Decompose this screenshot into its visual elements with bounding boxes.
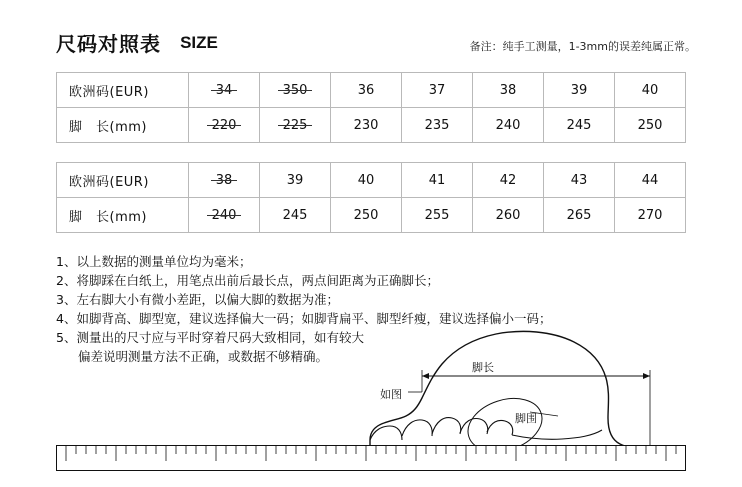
cell-value: 230 bbox=[353, 117, 379, 133]
cell-value: 42 bbox=[499, 172, 517, 188]
table-cell bbox=[189, 73, 260, 108]
table-cell bbox=[331, 73, 402, 108]
table-cell bbox=[260, 163, 331, 198]
table-cell bbox=[189, 163, 260, 198]
cell-value: 220 bbox=[211, 117, 237, 133]
row-label-text: 脚 长(mm) bbox=[69, 209, 147, 225]
table-row bbox=[57, 73, 686, 108]
table-cell bbox=[473, 163, 544, 198]
table-cell bbox=[615, 108, 686, 143]
cell-value: 39 bbox=[570, 82, 588, 98]
table-cell bbox=[260, 198, 331, 233]
table-row bbox=[57, 198, 686, 233]
size-table-body bbox=[57, 163, 686, 233]
cell-value: 245 bbox=[566, 117, 592, 133]
table-cell bbox=[402, 163, 473, 198]
cell-value: 41 bbox=[428, 172, 446, 188]
page-header bbox=[56, 28, 696, 62]
cell-value: 44 bbox=[641, 172, 659, 188]
table-cell bbox=[544, 73, 615, 108]
cell-value: 250 bbox=[637, 117, 663, 133]
cell-value: 240 bbox=[495, 117, 521, 133]
table-cell bbox=[260, 108, 331, 143]
instruction-item: 1、以上数据的测量单位均为毫米； bbox=[56, 254, 252, 269]
ruler-icon bbox=[56, 445, 686, 471]
table-cell bbox=[473, 198, 544, 233]
table-cell bbox=[189, 108, 260, 143]
row-label-text: 欧洲码(EUR) bbox=[69, 174, 149, 190]
cell-value: 350 bbox=[282, 82, 308, 98]
cell-value: 235 bbox=[424, 117, 450, 133]
cell-value: 270 bbox=[637, 207, 663, 223]
size-table-mens bbox=[56, 162, 686, 233]
instruction-item: 2、将脚踩在白纸上，用笔点出前后最长点，两点间距离为正确脚长； bbox=[56, 273, 439, 288]
cell-value: 38 bbox=[499, 82, 517, 98]
foot-measurement-diagram bbox=[330, 320, 720, 460]
table-cell bbox=[544, 198, 615, 233]
instruction-item: 5、测量出的尺寸应与平时穿着尺码大致相同，如有较大 bbox=[56, 330, 364, 345]
page-title: 尺码对照表 bbox=[56, 32, 161, 56]
cell-value: 34 bbox=[215, 82, 233, 98]
table-cell bbox=[615, 198, 686, 233]
table-cell bbox=[615, 163, 686, 198]
foot-girth-label: 脚围 bbox=[515, 412, 537, 425]
instruction-item: 偏差说明测量方法不正确，或数据不够精确。 bbox=[78, 349, 329, 364]
cell-value: 260 bbox=[495, 207, 521, 223]
table-cell bbox=[189, 198, 260, 233]
table-cell bbox=[402, 108, 473, 143]
row-label bbox=[57, 108, 189, 143]
cell-value: 43 bbox=[570, 172, 588, 188]
table-row bbox=[57, 163, 686, 198]
cell-value: 225 bbox=[282, 117, 308, 133]
cell-value: 40 bbox=[641, 82, 659, 98]
table-cell bbox=[402, 73, 473, 108]
measurement-note: 备注：纯手工测量，1-3mm的误差纯属正常。 bbox=[469, 40, 696, 53]
cell-value: 38 bbox=[215, 172, 233, 188]
table-cell bbox=[473, 108, 544, 143]
table-cell bbox=[402, 198, 473, 233]
table-cell bbox=[615, 73, 686, 108]
table-cell bbox=[473, 73, 544, 108]
size-table-body bbox=[57, 73, 686, 143]
table-cell bbox=[544, 108, 615, 143]
size-table-womens bbox=[56, 72, 686, 143]
table-cell bbox=[544, 163, 615, 198]
table-cell bbox=[331, 108, 402, 143]
table-cell bbox=[331, 163, 402, 198]
cell-value: 265 bbox=[566, 207, 592, 223]
table-cell bbox=[260, 73, 331, 108]
ruler-graphic bbox=[56, 445, 686, 471]
cell-value: 40 bbox=[357, 172, 375, 188]
foot-length-label: 脚长 bbox=[472, 361, 494, 374]
row-label bbox=[57, 163, 189, 198]
as-shown-label: 如图 bbox=[380, 388, 402, 401]
cell-value: 37 bbox=[428, 82, 446, 98]
instruction-item: 4、如脚背高、脚型宽，建议选择偏大一码；如脚背扁平、脚型纤瘦，建议选择偏小一码； bbox=[56, 311, 552, 326]
instruction-item: 3、左右脚大小有微小差距，以偏大脚的数据为准； bbox=[56, 292, 339, 307]
cell-value: 250 bbox=[353, 207, 379, 223]
table-cell bbox=[331, 198, 402, 233]
page-title-en: SIZE bbox=[180, 32, 218, 52]
row-label-text: 脚 长(mm) bbox=[69, 119, 147, 135]
cell-value: 245 bbox=[282, 207, 308, 223]
row-label bbox=[57, 73, 189, 108]
cell-value: 39 bbox=[286, 172, 304, 188]
cell-value: 255 bbox=[424, 207, 450, 223]
row-label bbox=[57, 198, 189, 233]
cell-value: 240 bbox=[211, 207, 237, 223]
cell-value: 36 bbox=[357, 82, 375, 98]
row-label-text: 欧洲码(EUR) bbox=[69, 84, 149, 100]
table-row bbox=[57, 108, 686, 143]
